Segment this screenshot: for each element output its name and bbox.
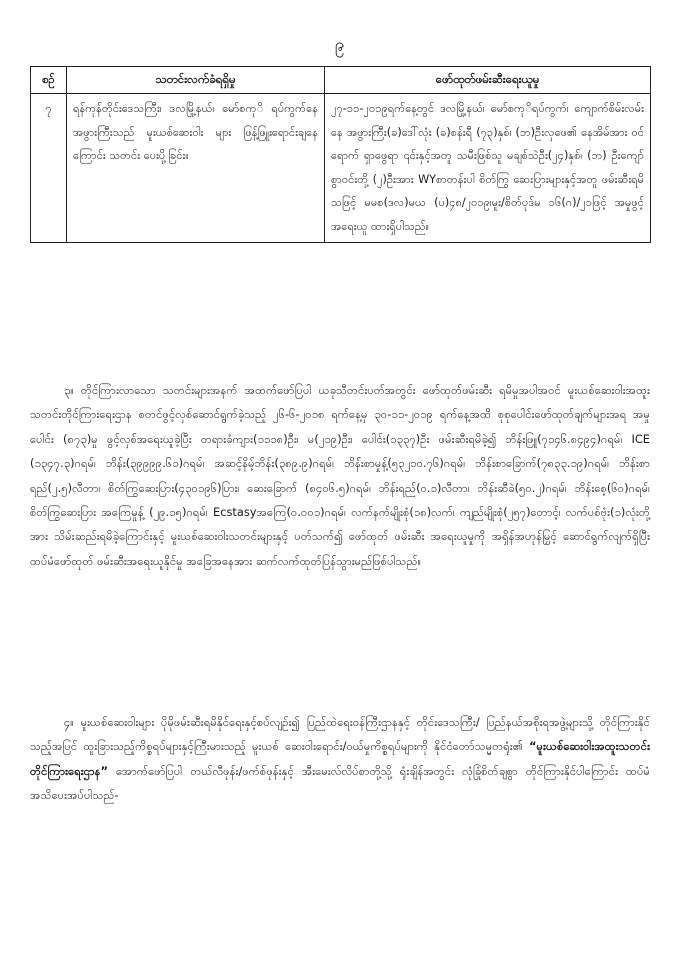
paragraph-3-text: ၃။ တိုင်ကြားလာသော သတင်းများအနက် အထက်ဖော်ပြပါ ယခုသီတင်းပတ်အတွင်း ဖော်ထုတ်ဖမ်းဆီး ရမိမှုအပါအဝင် မူးယစ်ဆေးဝါးအထူးသတင်းတိုင်ကြားရေးဌာန စတင်ဖွင့်လှစ်ဆောင်ရွက်ခဲ့သည့် ၂၆-၆-၂၀၁၈ ရက်နေ့မှ ၃၀-၁၁-၂၀၁၉ ရက်နေ့အထိ စုစုပေါင်းဖော်ထုတ်ချက်များအရ အမှုပေါင်း (၈၇၃)မှု ဖွင့်လှစ်အရေးယူခဲ့ပြီး တရားခံကျား(၁၁၁၈)ဦး၊ မ(၂၁၉)ဦး၊ ပေါင်း(၁၃၃၇)ဦး ဖမ်းဆီးရမိခဲ့၍ ဘိန်းဖြူ(၇၁၄၆.၈၄၉၄)ဂရမ်၊ ICE (၁၃၄၇.၃)ဂရမ်၊ ဘိန်း(၃၉၉၉၉.၆၁)ဂရမ်၊ အဆင့်နိမ့်ဘိန်း(၃၈၉.၉)ဂရမ်၊ ဘိန်းစာမှုန့်(၅၃၂၁၀.၇၆)ဂရမ်၊ ဘိန်းစာခြောက်(၇၈၃၃.၁၉)ဂရမ်၊ ဘိန်းစာရည်(၂.၅)လီတာ၊ စိတ်ကြွဆေးပြား(၄၃၀၁၉၆)ပြား၊ ဆေးခြောက် (၈၄၀၆.၅)ဂရမ်၊ ဘိန်းရည်(၀.၁)လီတာ၊ ဘိန်းဆီခဲ(၅၀.၂)ဂရမ်၊ ဘိန်းစေ့(၆၀)ဂရမ်၊ စိတ်ကြွဆေးပြား အကြေမှုန့် (၂၉.၁၅)ဂရမ်၊ Ecstasyအကြေ(၀.၀၀၁)ဂရမ်၊ လက်နက်မျိုးစုံ(၁၈)လက်၊ ကျည်မျိုးစုံ(၂၅၇)တောင့်၊ လက်ပစ်ဗုံး(၁)လုံးတို့အား သိမ်းဆည်းရမိခဲ့ကြောင်းနှင့် မူးယစ်ဆေးဝါးသတင်းများနှင့် ပတ်သက်၍ ဖော်ထုတ် ဖမ်းဆီး အရေးယူမှုကို အရှိန်အဟုန်မြှင့် ဆောင်ရွက်လျက်ရှိပြီး ထပ်မံဖော်ထုတ် ဖမ်းဆီးအရေးယူနိုင်မှု အခြေအနေအား ဆက်လက်ထုတ်ပြန်သွားမည်ဖြစ်ပါသည်။	[30, 383, 650, 568]
paragraph-4-text	[30, 710, 650, 808]
row-info-received: ရန်ကုန်တိုင်းဒေသကြီး၊ ဒလမြို့နယ်၊ မော်စကုိ ရပ်ကွက်နေအဖွားကြီးသည် မူးယစ်ဆေးဝါး များ ဖြန့်ဖြူးရောင်းချနေကြောင်း သတင်း ပေးပို့ခြင်း။	[67, 94, 325, 243]
report-table	[30, 66, 651, 243]
table-header-row	[31, 67, 651, 94]
page-number: ၉	[334, 35, 345, 55]
paragraph-3	[30, 378, 650, 573]
hotline-department-name: “မူးယစ်ဆေးဝါးအထူးသတင်းတိုင်ကြားရေးဌာန”	[30, 739, 650, 778]
paragraph-4-intro: ၄။ မူးယစ်ဆေးဝါးများ ပိုမိုဖမ်းဆီးရမိနိုင်ရေးနှင့်စပ်လျဉ်း၍ ပြည်ထဲရေးဝန်ကြီးဌာနနှင့် တိုင်းဒေသကြီး/ ပြည်နယ်အစိုးရအဖွဲ့များသို့ တိုင်ကြားနိုင်သည့်အပြင် ထူးခြားသည့်ကိစ္စရပ်များနှင့်ကြီးမားသည့် မူးယစ် ဆေးဝါးရောင်း/ဝယ်မှုကိစ္စရပ်များကို နိုင်ငံတော်သမ္မတရုံး၏	[30, 715, 650, 754]
header-no: စဉ်	[31, 67, 67, 94]
paragraph-4	[30, 710, 650, 808]
paragraph-4-closing: အောက်ဖော်ပြပါ တယ်လီဖုန်း/ဖက်စ်ဖုန်းနှင့် အီးမေးလ်လိပ်စာတို့သို့ ရုံးချိန်အတွင်း လုံခြုံစိတ်ချစွာ တိုင်ကြားနိုင်ပါကြောင်း ထပ်မံအသိပေးအပ်ပါသည်-	[30, 763, 650, 803]
table-row	[31, 94, 651, 243]
row-number: ၇	[31, 94, 67, 243]
row-action-taken: ၂၇-၁၁-၂၀၁၉ရက်နေ့တွင် ဒလမြို့နယ်၊ မော်စကုိရပ်ကွက်၊ ကျောက်စိမ်းလမ်းနေ အဖွားကြီး(ခ)ဒေါ်လုံး (ခ)စန်းရီ (၇၃)နှစ်၊ (ဘ)ဦးလှဖေ၏ နေအိမ်အား ဝင်ရောက် ရှာဖွေရာ ၎င်းနှင့်အတူ သမီးဖြစ်သူ မချစ်သဲဦး(၂၄)နှစ်၊ (ဘ) ဦးကျော်စွာဝင်းတို့ (၂)ဦးအား WYစာတန်းပါ စိတ်ကြွ ဆေးပြားများနှင့်အတူ ဖမ်းဆီးရမိသဖြင့် မမစ(ဒလ)မယ (ပ)၄၈/၂၀၁၉၊မူး/စိတ်ပုဒ်မ ၁၆(ဂ)/၂၁ဖြင့် အမှုဖွင့်အရေးယူ ထားရှိပါသည်။	[325, 94, 651, 243]
header-info-received: သတင်းလက်ခံရရှိမှု	[67, 67, 325, 94]
header-action-taken: ဖော်ထုတ်ဖမ်းဆီးရေးယူမှု	[325, 67, 651, 94]
